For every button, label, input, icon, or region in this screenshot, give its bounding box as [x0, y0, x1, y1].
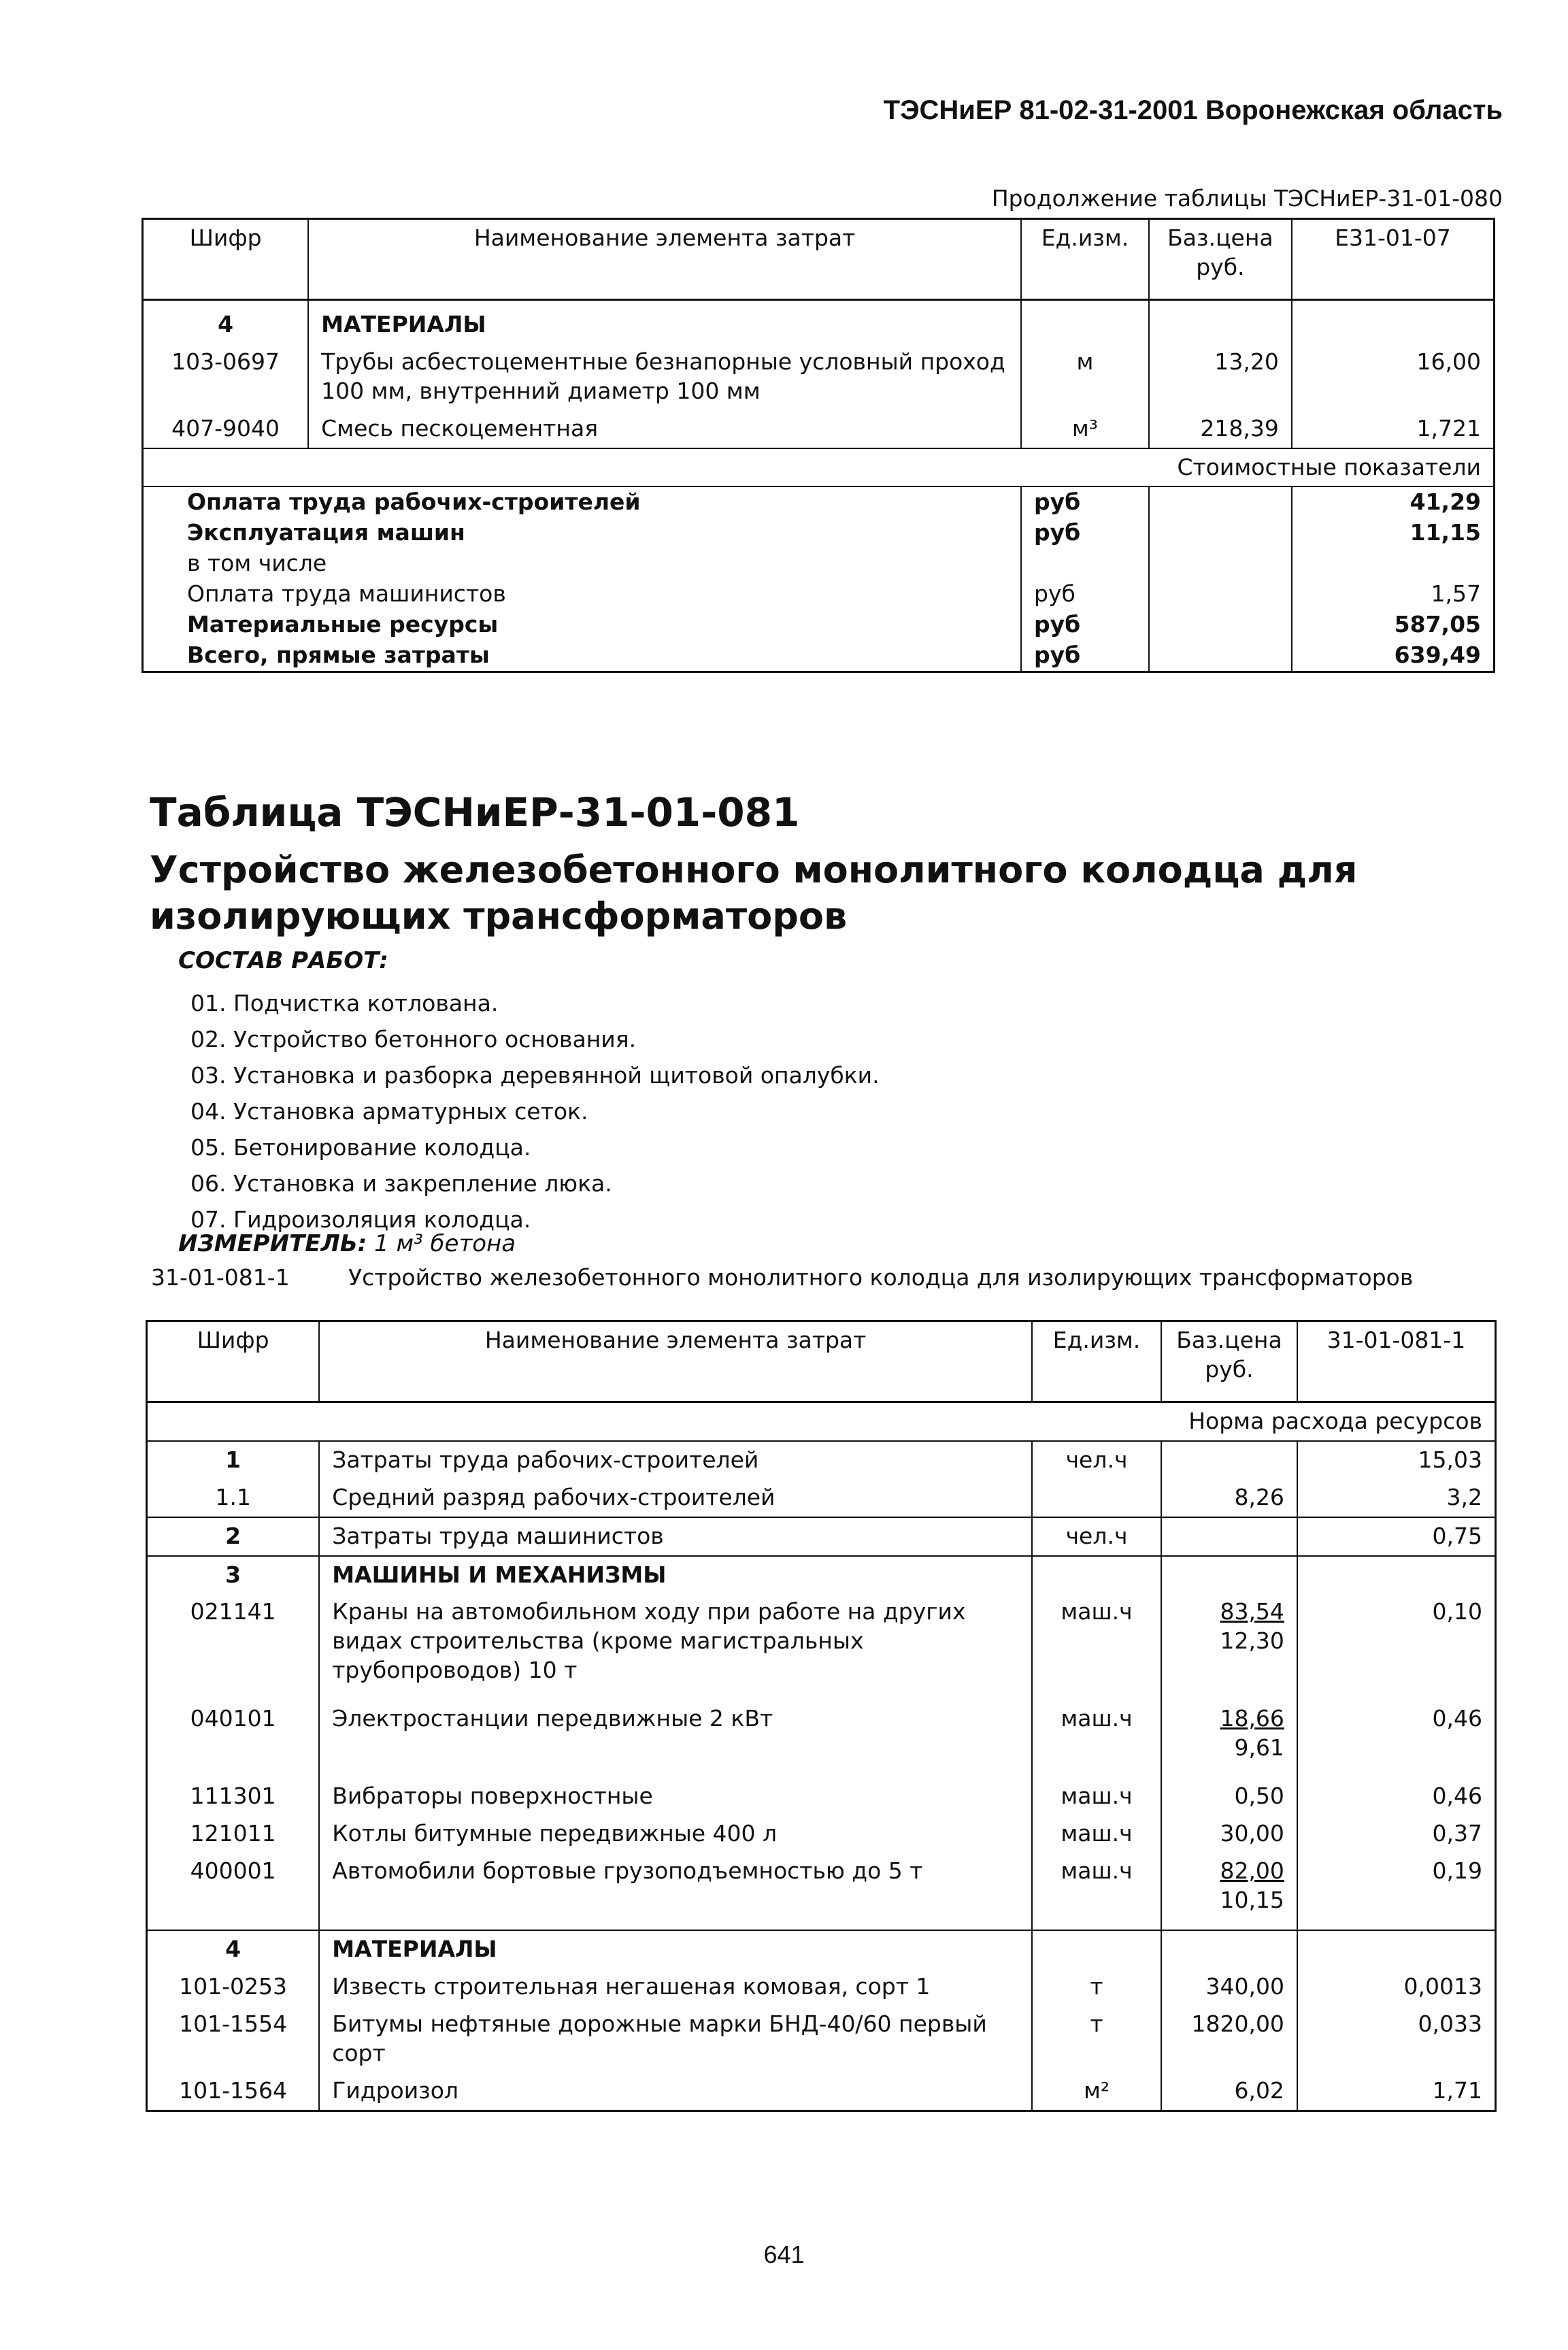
cost-unit: руб [1021, 486, 1149, 518]
col-price-header: Баз.цена руб. [1149, 219, 1292, 300]
row-price [1161, 1700, 1297, 1778]
row-price [1161, 2006, 1297, 2072]
cost-name: Оплата труда рабочих-строителей [187, 489, 641, 516]
cost-unit: руб [1021, 579, 1149, 610]
row-price [1161, 1930, 1297, 1968]
row-unit: чел.ч [1032, 1517, 1161, 1556]
price-secondary: 9,61 [1234, 1734, 1284, 1761]
cost-name: Всего, прямые затраты [187, 641, 490, 668]
col-norm-header: Е31-01-07 [1292, 219, 1495, 300]
cost-unit [1021, 548, 1149, 579]
cost-row [143, 518, 1495, 548]
cost-value: 587,05 [1292, 610, 1495, 640]
cost-value: 11,15 [1292, 518, 1495, 548]
cost-name: Материальные ресурсы [187, 611, 499, 638]
row-unit [1032, 1479, 1161, 1517]
row-price [1161, 1593, 1297, 1700]
row-code: 103-0697 [171, 348, 280, 375]
row-name: Известь строительная негашеная комовая, сорт 1 [319, 1968, 1032, 2006]
cost-row [143, 640, 1495, 672]
row-unit [1032, 1556, 1161, 1594]
col-name-header: Наименование элемента затрат [308, 219, 1021, 300]
cost-name: Эксплуатация машин [187, 519, 465, 546]
row-price [1161, 1853, 1297, 1931]
row-name: Трубы асбестоцементные безнапорные условный проход 100 мм, внутренний диаметр 100 мм [308, 344, 1021, 410]
row-norm: 1,71 [1297, 2072, 1496, 2111]
row-code: 4 [147, 1930, 320, 1968]
row-unit: маш.ч [1032, 1700, 1161, 1778]
row-unit: маш.ч [1032, 1778, 1161, 1815]
col-code-header: Шифр [147, 1321, 320, 1402]
table-row [147, 1968, 1496, 2006]
row-price [1161, 1517, 1297, 1556]
row-code: 2 [147, 1517, 320, 1556]
cost-unit: руб [1021, 640, 1149, 672]
price-value: 83,54 [1220, 1598, 1284, 1625]
table-row [147, 2072, 1496, 2111]
row-norm [1297, 1930, 1496, 1968]
item-code: 31-01-081-1 [151, 1264, 290, 1291]
work-step: 06. Установка и закрепление люка. [190, 1170, 612, 1197]
row-code: 1 [225, 1446, 241, 1473]
table-row [147, 1441, 1496, 1479]
table-row [147, 1815, 1496, 1853]
row-code: 101-1564 [179, 2077, 288, 2104]
row-price [1161, 2072, 1297, 2111]
price-value: 30,00 [1220, 1819, 1284, 1847]
row-price [1161, 1556, 1297, 1594]
cost-header-row [143, 448, 1495, 487]
row-code: 3 [147, 1556, 320, 1594]
table-row [147, 1930, 1496, 1968]
row-name: Битумы нефтяные дорожные марки БНД-40/60 первый сорт [319, 2006, 1032, 2072]
row-name: Вибраторы поверхностные [319, 1778, 1032, 1815]
cost-row [143, 548, 1495, 579]
table-row [147, 1517, 1496, 1556]
row-name: Затраты труда машинистов [319, 1517, 1032, 1556]
price-value: 82,00 [1220, 1857, 1284, 1884]
row-name: Смесь пескоцементная [308, 410, 1021, 448]
table-row [147, 1778, 1496, 1815]
row-code: 021141 [190, 1598, 276, 1625]
norm-header: Норма расхода ресурсов [147, 1402, 1496, 1441]
table-row [147, 1593, 1496, 1700]
row-price [1161, 1968, 1297, 2006]
page-number: 641 [763, 2240, 805, 2268]
row-norm [1297, 1556, 1496, 1594]
work-step: 07. Гидроизоляция колодца. [190, 1206, 531, 1233]
row-unit: т [1032, 1968, 1161, 2006]
cost-row [143, 486, 1495, 518]
row-price [1161, 1479, 1297, 1517]
table-continuation-caption: Продолжение таблицы ТЭСНиЕР-31-01-080 [991, 185, 1503, 212]
row-code: 1.1 [215, 1483, 251, 1510]
item-name: Устройство железобетонного монолитного колодца для изолирующих трансформаторов [348, 1264, 1414, 1291]
document-header: ТЭСНиЕР 81-02-31-2001 Воронежская область [883, 95, 1503, 125]
price-value: 0,50 [1234, 1782, 1284, 1809]
row-norm: 1,721 [1292, 410, 1495, 448]
row-norm: 0,10 [1297, 1593, 1496, 1700]
cost-value: 639,49 [1292, 640, 1495, 672]
cost-value: 41,29 [1292, 486, 1495, 518]
col-price-header: Баз.цена руб. [1161, 1321, 1297, 1402]
row-name: МАШИНЫ И МЕХАНИЗМЫ [319, 1556, 1032, 1594]
table-row [147, 2006, 1496, 2072]
table-row [147, 1700, 1496, 1778]
table-row [147, 1479, 1496, 1517]
row-norm: 0,46 [1297, 1700, 1496, 1778]
cost-header: Стоимостные показатели [143, 448, 1495, 487]
row-code: 101-1554 [179, 2010, 288, 2038]
price-secondary: 10,15 [1220, 1886, 1284, 1913]
row-name: Автомобили бортовые грузоподъемностью до 5 т [319, 1853, 1032, 1931]
row-norm: 0,0013 [1297, 1968, 1496, 2006]
table-row [147, 1853, 1496, 1931]
price-value: 1820,00 [1191, 2010, 1284, 2038]
row-code: 111301 [190, 1782, 276, 1809]
table-080-continuation [141, 218, 1495, 673]
cost-name: в том числе [187, 550, 327, 577]
izmeritel-label: ИЗМЕРИТЕЛЬ: [178, 1230, 367, 1257]
row-price [1161, 1815, 1297, 1853]
row-unit: м² [1032, 2072, 1161, 2111]
row-name: Затраты труда рабочих-строителей [319, 1441, 1032, 1479]
row-norm: 0,46 [1297, 1778, 1496, 1815]
row-norm: 16,00 [1292, 344, 1495, 410]
cost-unit: руб [1021, 610, 1149, 640]
table-row [147, 1556, 1496, 1594]
work-step: 05. Бетонирование колодца. [190, 1134, 531, 1161]
price-secondary: 12,30 [1220, 1627, 1284, 1655]
row-price [1161, 1441, 1297, 1479]
row-norm: 3,2 [1297, 1479, 1496, 1517]
work-step: 01. Подчистка котлована. [190, 990, 499, 1016]
row-name: Средний разряд рабочих-строителей [319, 1479, 1032, 1517]
table-row [143, 410, 1495, 448]
price-value: 18,66 [1220, 1705, 1284, 1732]
col-code-header: Шифр [143, 219, 309, 300]
row-unit: чел.ч [1032, 1441, 1161, 1479]
row-name: Электростанции передвижные 2 кВт [319, 1700, 1032, 1778]
row-name: МАТЕРИАЛЫ [319, 1930, 1032, 1968]
norm-header-row [147, 1402, 1496, 1441]
work-step: 04. Установка арматурных сеток. [190, 1098, 588, 1125]
row-unit: м [1021, 344, 1149, 410]
table-title: Таблица ТЭСНиЕР-31-01-081 [150, 789, 800, 835]
row-code: 121011 [190, 1819, 276, 1847]
row-unit [1032, 1930, 1161, 1968]
cost-row [143, 579, 1495, 610]
row-unit: т [1032, 2006, 1161, 2072]
row-code: 040101 [190, 1705, 276, 1732]
item-row [151, 1264, 1413, 1291]
row-norm: 0,37 [1297, 1815, 1496, 1853]
row-price [1161, 1778, 1297, 1815]
row-unit: м³ [1021, 410, 1149, 448]
price-value: 8,26 [1234, 1483, 1284, 1510]
cost-value [1292, 548, 1495, 579]
price-value: 6,02 [1234, 2077, 1284, 2104]
izmeritel-value: 1 м³ бетона [374, 1230, 516, 1257]
col-norm-header: 31-01-081-1 [1297, 1321, 1496, 1402]
price-value: 340,00 [1205, 1973, 1284, 2000]
row-norm: 0,75 [1297, 1517, 1496, 1556]
row-norm: 0,19 [1297, 1853, 1496, 1931]
col-unit-header: Ед.изм. [1032, 1321, 1161, 1402]
section-number: 4 [218, 311, 234, 337]
works-list [190, 985, 880, 1238]
row-unit: маш.ч [1032, 1853, 1161, 1931]
cost-row [143, 610, 1495, 640]
izmeritel [178, 1230, 516, 1257]
table-081 [146, 1320, 1497, 2112]
col-unit-header: Ед.изм. [1021, 219, 1149, 300]
cost-unit: руб [1021, 518, 1149, 548]
row-code: 400001 [190, 1857, 276, 1884]
table-row [143, 300, 1495, 344]
table-row [143, 344, 1495, 410]
table1-header-row [143, 219, 1495, 300]
row-name: Краны на автомобильном ходу при работе на других видах строительства (кроме магистральных трубопроводов) 10 т [319, 1593, 1032, 1700]
row-norm: 15,03 [1297, 1441, 1496, 1479]
cost-name: Оплата труда машинистов [187, 580, 506, 608]
row-name: Котлы битумные передвижные 400 л [319, 1815, 1032, 1853]
section-name: МАТЕРИАЛЫ [308, 300, 1021, 344]
row-code: 101-0253 [179, 1973, 288, 2000]
table2-header-row [147, 1321, 1496, 1402]
work-step: 03. Установка и разборка деревянной щитовой опалубки. [190, 1062, 880, 1089]
sostav-label: СОСТАВ РАБОТ: [178, 947, 388, 974]
work-step: 02. Устройство бетонного основания. [190, 1026, 637, 1053]
col-name-header: Наименование элемента затрат [319, 1321, 1032, 1402]
row-unit: маш.ч [1032, 1593, 1161, 1700]
row-unit: маш.ч [1032, 1815, 1161, 1853]
table-subtitle: Устройство железобетонного монолитного колодца для изолирующих трансформаторов [150, 848, 1358, 938]
row-norm: 0,033 [1297, 2006, 1496, 2072]
row-name: Гидроизол [319, 2072, 1032, 2111]
row-price: 13,20 [1149, 344, 1292, 410]
row-price: 218,39 [1149, 410, 1292, 448]
cost-value: 1,57 [1292, 579, 1495, 610]
row-code: 407-9040 [171, 414, 280, 442]
